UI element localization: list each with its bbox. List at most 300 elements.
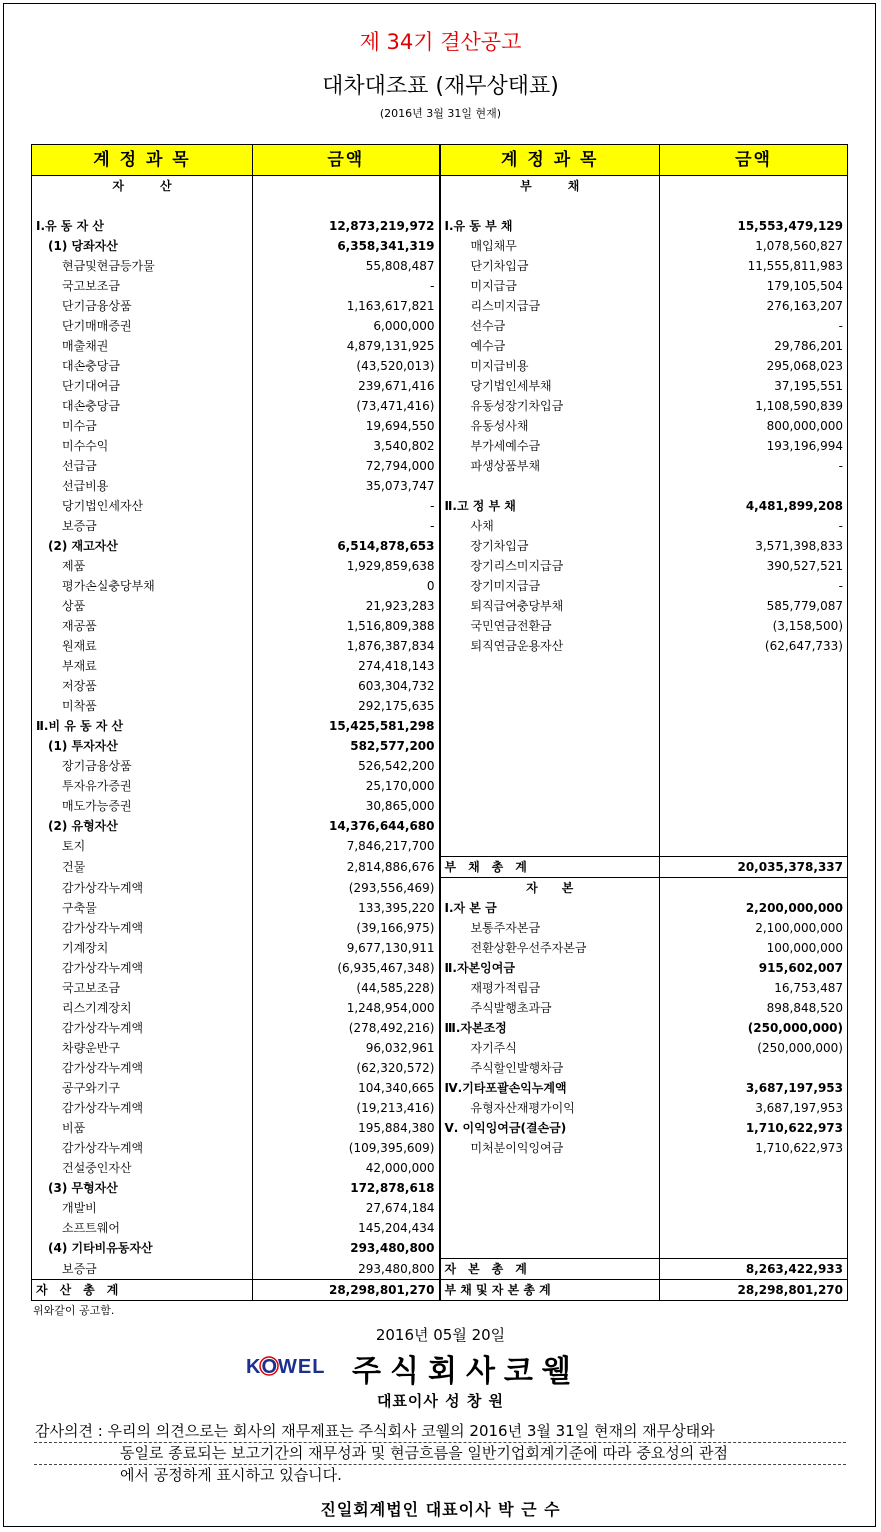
left-account-cell: 자 산 총 계 [32,1280,253,1301]
right-account-cell: 예수금 [440,336,660,356]
right-amount-cell: 28,298,801,270 [660,1280,848,1301]
left-amount-cell [253,196,440,216]
right-account-cell: 유동성장기차입금 [440,396,660,416]
table-row [32,1238,848,1259]
right-account-cell [440,1238,660,1259]
right-account-cell: 주식발행초과금 [440,998,660,1018]
left-amount-cell: 6,358,341,319 [253,236,440,256]
table-row [32,816,848,836]
table-row [32,576,848,596]
right-account-cell [440,736,660,756]
table-row [32,1078,848,1098]
left-account-cell: 감가상각누계액 [32,1058,253,1078]
right-account-cell [440,676,660,696]
announcement-title: 제 34기 결산공고 [359,30,522,54]
left-account-cell: 투자유가증권 [32,776,253,796]
right-account-cell: 자기주식 [440,1038,660,1058]
left-amount-cell: 15,425,581,298 [253,716,440,736]
right-account-cell: 선수금 [440,316,660,336]
audit-line-3: 에서 공정하게 표시하고 있습니다. [120,1466,342,1484]
right-account-cell: 부가세예수금 [440,436,660,456]
right-amount-cell: - [660,576,848,596]
left-amount-cell: 25,170,000 [253,776,440,796]
right-account-cell: 장기리스미지급금 [440,556,660,576]
right-account-cell: 부 채 및 자 본 총 계 [440,1280,660,1301]
left-account-cell: 미착품 [32,696,253,716]
table-row [32,1178,848,1198]
left-account-cell: 국고보조금 [32,978,253,998]
left-amount-cell: (278,492,216) [253,1018,440,1038]
left-amount-cell: 30,865,000 [253,796,440,816]
left-amount-cell: 1,876,387,834 [253,636,440,656]
left-amount-cell: (44,585,228) [253,978,440,998]
left-amount-cell: 7,846,217,700 [253,836,440,857]
right-amount-cell [660,796,848,816]
right-amount-cell [660,1238,848,1259]
left-account-cell: 선급비용 [32,476,253,496]
right-amount-cell [660,656,848,676]
col-header-right-amount: 금액 [660,145,848,176]
table-row [32,236,848,256]
left-amount-cell: 582,577,200 [253,736,440,756]
col-header-right-account: 계 정 과 목 [440,145,660,176]
left-amount-cell: 1,929,859,638 [253,556,440,576]
table-row [32,196,848,216]
company-ceo: 대표이사 성 창 원 [376,1392,505,1410]
statement-title: 대차대조표 (재무상태표) [322,74,559,99]
right-account-cell: 리스미지급금 [440,296,660,316]
left-amount-cell: 133,395,220 [253,898,440,918]
left-account-cell: 장기금융상품 [32,756,253,776]
table-row [32,216,848,236]
right-amount-cell [660,176,848,197]
left-account-cell: 저장품 [32,676,253,696]
right-amount-cell [660,776,848,796]
right-account-cell [440,816,660,836]
table-row [32,476,848,496]
right-account-cell: Ⅱ.자본잉여금 [440,958,660,978]
kowel-logo [246,1352,338,1380]
left-amount-cell: (73,471,416) [253,396,440,416]
left-account-cell: 재공품 [32,616,253,636]
right-amount-cell: 390,527,521 [660,556,848,576]
left-amount-cell: (43,520,013) [253,356,440,376]
left-account-cell: (2) 재고자산 [32,536,253,556]
right-amount-cell [660,836,848,857]
left-amount-cell: 12,873,219,972 [253,216,440,236]
left-amount-cell: 145,204,434 [253,1218,440,1238]
left-amount-cell: 55,808,487 [253,256,440,276]
table-row [32,416,848,436]
left-account-cell: 자 산 [32,176,253,197]
left-account-cell: 단기금융상품 [32,296,253,316]
table-row [32,716,848,736]
right-account-cell: 파생상품부채 [440,456,660,476]
right-amount-cell [660,878,848,899]
right-account-cell [440,756,660,776]
left-account-cell: 제품 [32,556,253,576]
right-amount-cell: 2,200,000,000 [660,898,848,918]
left-amount-cell: 42,000,000 [253,1158,440,1178]
table-row [32,276,848,296]
right-amount-cell: 1,078,560,827 [660,236,848,256]
right-amount-cell: 2,100,000,000 [660,918,848,938]
left-amount-cell: 21,923,283 [253,596,440,616]
right-account-cell: 장기차입금 [440,536,660,556]
right-amount-cell: - [660,516,848,536]
left-account-cell: 보증금 [32,1259,253,1280]
right-account-cell: 전환상환우선주자본금 [440,938,660,958]
left-amount-cell: 239,671,416 [253,376,440,396]
right-amount-cell: 800,000,000 [660,416,848,436]
left-amount-cell: 28,298,801,270 [253,1280,440,1301]
left-account-cell: 부재료 [32,656,253,676]
table-row [32,736,848,756]
logo-text: KOWEL [246,1356,326,1378]
left-account-cell: 미수금 [32,416,253,436]
right-account-cell [440,1178,660,1198]
left-account-cell: 공구와기구 [32,1078,253,1098]
right-account-cell: 퇴직급여충당부채 [440,596,660,616]
right-account-cell: 당기법인세부채 [440,376,660,396]
left-account-cell: 현금및현금등가물 [32,256,253,276]
right-account-cell: 부 채 총 계 [440,857,660,878]
right-account-cell [440,836,660,857]
right-account-cell: 매입채무 [440,236,660,256]
right-amount-cell: (250,000,000) [660,1038,848,1058]
left-amount-cell: 1,516,809,388 [253,616,440,636]
right-amount-cell [660,756,848,776]
left-account-cell: Ⅰ.유 동 자 산 [32,216,253,236]
left-amount-cell: 6,000,000 [253,316,440,336]
left-amount-cell: 9,677,130,911 [253,938,440,958]
right-account-cell: 장기미지급금 [440,576,660,596]
table-row [32,436,848,456]
right-amount-cell: 179,105,504 [660,276,848,296]
right-account-cell: Ⅰ.유 동 부 채 [440,216,660,236]
table-row [32,878,848,899]
table-row [32,1198,848,1218]
right-amount-cell [660,676,848,696]
table-row [32,456,848,476]
left-account-cell: 보증금 [32,516,253,536]
right-amount-cell: 3,571,398,833 [660,536,848,556]
left-amount-cell: 292,175,635 [253,696,440,716]
table-row [32,918,848,938]
left-account-cell: 감가상각누계액 [32,878,253,899]
table-row [32,696,848,716]
right-amount-cell [660,1198,848,1218]
right-account-cell: Ⅳ.기타포괄손익누계액 [440,1078,660,1098]
left-amount-cell: 1,163,617,821 [253,296,440,316]
right-account-cell [440,196,660,216]
left-account-cell: 대손충당금 [32,356,253,376]
company-name: 주식회사코웰 [352,1354,580,1389]
table-row [32,376,848,396]
left-amount-cell: 14,376,644,680 [253,816,440,836]
right-account-cell [440,696,660,716]
left-account-cell: 토지 [32,836,253,857]
left-amount-cell: 3,540,802 [253,436,440,456]
right-amount-cell: 1,108,590,839 [660,396,848,416]
left-amount-cell: 293,480,800 [253,1259,440,1280]
right-amount-cell: 20,035,378,337 [660,857,848,878]
right-account-cell: 자 본 총 계 [440,1259,660,1280]
col-header-left-amount: 금액 [253,145,440,176]
left-account-cell: 선급금 [32,456,253,476]
left-amount-cell: 293,480,800 [253,1238,440,1259]
left-amount-cell: (109,395,609) [253,1138,440,1158]
left-account-cell: 비품 [32,1118,253,1138]
right-amount-cell: 898,848,520 [660,998,848,1018]
right-account-cell: 미지급비용 [440,356,660,376]
left-account-cell: 국고보조금 [32,276,253,296]
right-amount-cell: 8,263,422,933 [660,1259,848,1280]
left-amount-cell: 0 [253,576,440,596]
right-account-cell [440,716,660,736]
left-amount-cell: (62,320,572) [253,1058,440,1078]
right-account-cell: 국민연금전환금 [440,616,660,636]
left-account-cell: 평가손실충당부채 [32,576,253,596]
left-account-cell: 개발비 [32,1198,253,1218]
right-account-cell: 단기차입금 [440,256,660,276]
right-amount-cell: 29,786,201 [660,336,848,356]
left-amount-cell: 2,814,886,676 [253,857,440,878]
left-amount-cell: 72,794,000 [253,456,440,476]
table-row [32,316,848,336]
right-amount-cell: (3,158,500) [660,616,848,636]
right-account-cell: 보통주자본금 [440,918,660,938]
table-row [32,176,848,197]
right-amount-cell: (62,647,733) [660,636,848,656]
right-amount-cell: 276,163,207 [660,296,848,316]
table-row [32,1138,848,1158]
right-amount-cell: 1,710,622,973 [660,1118,848,1138]
table-row [32,496,848,516]
header-row [32,145,848,176]
right-account-cell: 미지급금 [440,276,660,296]
table-row [32,1038,848,1058]
right-amount-cell: 15,553,479,129 [660,216,848,236]
table-row [32,1018,848,1038]
right-account-cell: 자 본 [440,878,660,899]
right-amount-cell: 37,195,551 [660,376,848,396]
dotted-rule [34,1464,846,1465]
table-row [32,556,848,576]
left-amount-cell: 274,418,143 [253,656,440,676]
left-account-cell: 차량운반구 [32,1038,253,1058]
right-account-cell [440,1198,660,1218]
table-row [32,978,848,998]
right-amount-cell [660,696,848,716]
right-amount-cell [660,476,848,496]
left-account-cell: 단기매매증권 [32,316,253,336]
left-account-cell: (4) 기타비유동자산 [32,1238,253,1259]
right-account-cell: 유동성사채 [440,416,660,436]
left-account-cell: 매출채권 [32,336,253,356]
statement-date: (2016년 3월 31일 현재) [379,107,502,120]
left-amount-cell: 603,304,732 [253,676,440,696]
right-amount-cell: 193,196,994 [660,436,848,456]
left-amount-cell: - [253,496,440,516]
right-amount-cell: 3,687,197,953 [660,1078,848,1098]
left-account-cell: 감가상각누계액 [32,1098,253,1118]
left-account-cell: 상품 [32,596,253,616]
left-account-cell: (1) 당좌자산 [32,236,253,256]
table-row [32,616,848,636]
table-row [32,1098,848,1118]
left-account-cell: 당기법인세자산 [32,496,253,516]
left-amount-cell: (19,213,416) [253,1098,440,1118]
right-account-cell [440,656,660,676]
right-account-cell [440,1218,660,1238]
audit-line-1: 감사의견 : 우리의 의견으로는 회사의 재무제표는 주식회사 코웰의 2016년 3월 31일 현재의 재무상태와 [35,1422,715,1440]
right-amount-cell [660,1058,848,1078]
left-account-cell: Ⅱ.비 유 동 자 산 [32,716,253,736]
left-account-cell: 건설중인자산 [32,1158,253,1178]
left-amount-cell: 172,878,618 [253,1178,440,1198]
table-row [32,1218,848,1238]
left-amount-cell: 4,879,131,925 [253,336,440,356]
left-account-cell: 감가상각누계액 [32,1138,253,1158]
left-amount-cell: (6,935,467,348) [253,958,440,978]
right-account-cell: 미처분이익잉여금 [440,1138,660,1158]
left-amount-cell: (293,556,469) [253,878,440,899]
auditor-signature: 진일회계법인 대표이사 박 근 수 [320,1500,561,1519]
right-amount-cell: 11,555,811,983 [660,256,848,276]
left-account-cell: 단기대여금 [32,376,253,396]
audit-opinion [35,1420,850,1486]
right-account-cell [440,776,660,796]
audit-line-2: 동일로 종료되는 보고기간의 재무성과 및 현금흐름을 일반기업회계기준에 따라 중요성의 관점 [120,1444,729,1462]
dotted-rule [34,1442,846,1443]
table-row [32,776,848,796]
left-account-cell: 매도가능증권 [32,796,253,816]
table-row [32,756,848,776]
right-account-cell: Ⅲ.자본조정 [440,1018,660,1038]
left-amount-cell: (39,166,975) [253,918,440,938]
right-amount-cell [660,816,848,836]
right-amount-cell [660,1178,848,1198]
right-amount-cell: 4,481,899,208 [660,496,848,516]
left-amount-cell: 19,694,550 [253,416,440,436]
notice-text: 위와같이 공고함. [33,1304,115,1317]
table-row [32,1118,848,1138]
balance-sheet-table [31,144,848,1301]
left-amount-cell: 27,674,184 [253,1198,440,1218]
right-account-cell: Ⅱ.고 정 부 채 [440,496,660,516]
table-row [32,1259,848,1280]
right-amount-cell [660,196,848,216]
right-amount-cell: - [660,316,848,336]
table-row [32,396,848,416]
right-account-cell: 유형자산재평가이익 [440,1098,660,1118]
left-amount-cell: 526,542,200 [253,756,440,776]
right-account-cell [440,476,660,496]
left-account-cell [32,196,253,216]
left-account-cell: 감가상각누계액 [32,918,253,938]
right-amount-cell: 100,000,000 [660,938,848,958]
left-amount-cell: 104,340,665 [253,1078,440,1098]
table-row [32,1280,848,1301]
right-amount-cell [660,716,848,736]
table-row [32,256,848,276]
table-row [32,536,848,556]
left-amount-cell [253,176,440,197]
left-account-cell: 미수수익 [32,436,253,456]
table-row [32,296,848,316]
right-amount-cell: 585,779,087 [660,596,848,616]
announcement-date: 2016년 05월 20일 [375,1326,506,1344]
right-account-cell: 재평가적립금 [440,978,660,998]
right-account-cell [440,1158,660,1178]
right-amount-cell: 915,602,007 [660,958,848,978]
left-amount-cell: 35,073,747 [253,476,440,496]
right-account-cell: 퇴직연금운용자산 [440,636,660,656]
table-row [32,596,848,616]
right-amount-cell [660,1158,848,1178]
table-row [32,998,848,1018]
left-account-cell: 대손충당금 [32,396,253,416]
table-row [32,857,848,878]
left-account-cell: (2) 유형자산 [32,816,253,836]
table-row [32,516,848,536]
right-amount-cell: 16,753,487 [660,978,848,998]
right-account-cell: 주식할인발행차금 [440,1058,660,1078]
left-account-cell: 감가상각누계액 [32,1018,253,1038]
right-account-cell [440,796,660,816]
table-row [32,1158,848,1178]
left-amount-cell: - [253,516,440,536]
right-account-cell: Ⅰ.자 본 금 [440,898,660,918]
table-row [32,898,848,918]
left-account-cell: 감가상각누계액 [32,958,253,978]
left-amount-cell: 1,248,954,000 [253,998,440,1018]
left-account-cell: 원재료 [32,636,253,656]
table-row [32,836,848,857]
left-account-cell: 건물 [32,857,253,878]
right-amount-cell: 295,068,023 [660,356,848,376]
right-account-cell: 부 채 [440,176,660,197]
right-amount-cell [660,1218,848,1238]
left-amount-cell: 96,032,961 [253,1038,440,1058]
table-row [32,656,848,676]
left-account-cell: 기계장치 [32,938,253,958]
left-amount-cell: 6,514,878,653 [253,536,440,556]
table-row [32,356,848,376]
col-header-left-account: 계 정 과 목 [32,145,253,176]
table-row [32,636,848,656]
right-account-cell: 사채 [440,516,660,536]
left-account-cell: 리스기계장치 [32,998,253,1018]
left-account-cell: (3) 무형자산 [32,1178,253,1198]
right-amount-cell: 3,687,197,953 [660,1098,848,1118]
left-account-cell: (1) 투자자산 [32,736,253,756]
table-row [32,676,848,696]
left-amount-cell: 195,884,380 [253,1118,440,1138]
right-amount-cell: 1,710,622,973 [660,1138,848,1158]
table-row [32,1058,848,1078]
table-row [32,336,848,356]
right-amount-cell [660,736,848,756]
balance-sheet-body [32,176,848,1301]
table-row [32,958,848,978]
table-row [32,938,848,958]
left-account-cell: 구축물 [32,898,253,918]
right-account-cell: Ⅴ. 이익잉여금(결손금) [440,1118,660,1138]
right-amount-cell: - [660,456,848,476]
table-row [32,796,848,816]
